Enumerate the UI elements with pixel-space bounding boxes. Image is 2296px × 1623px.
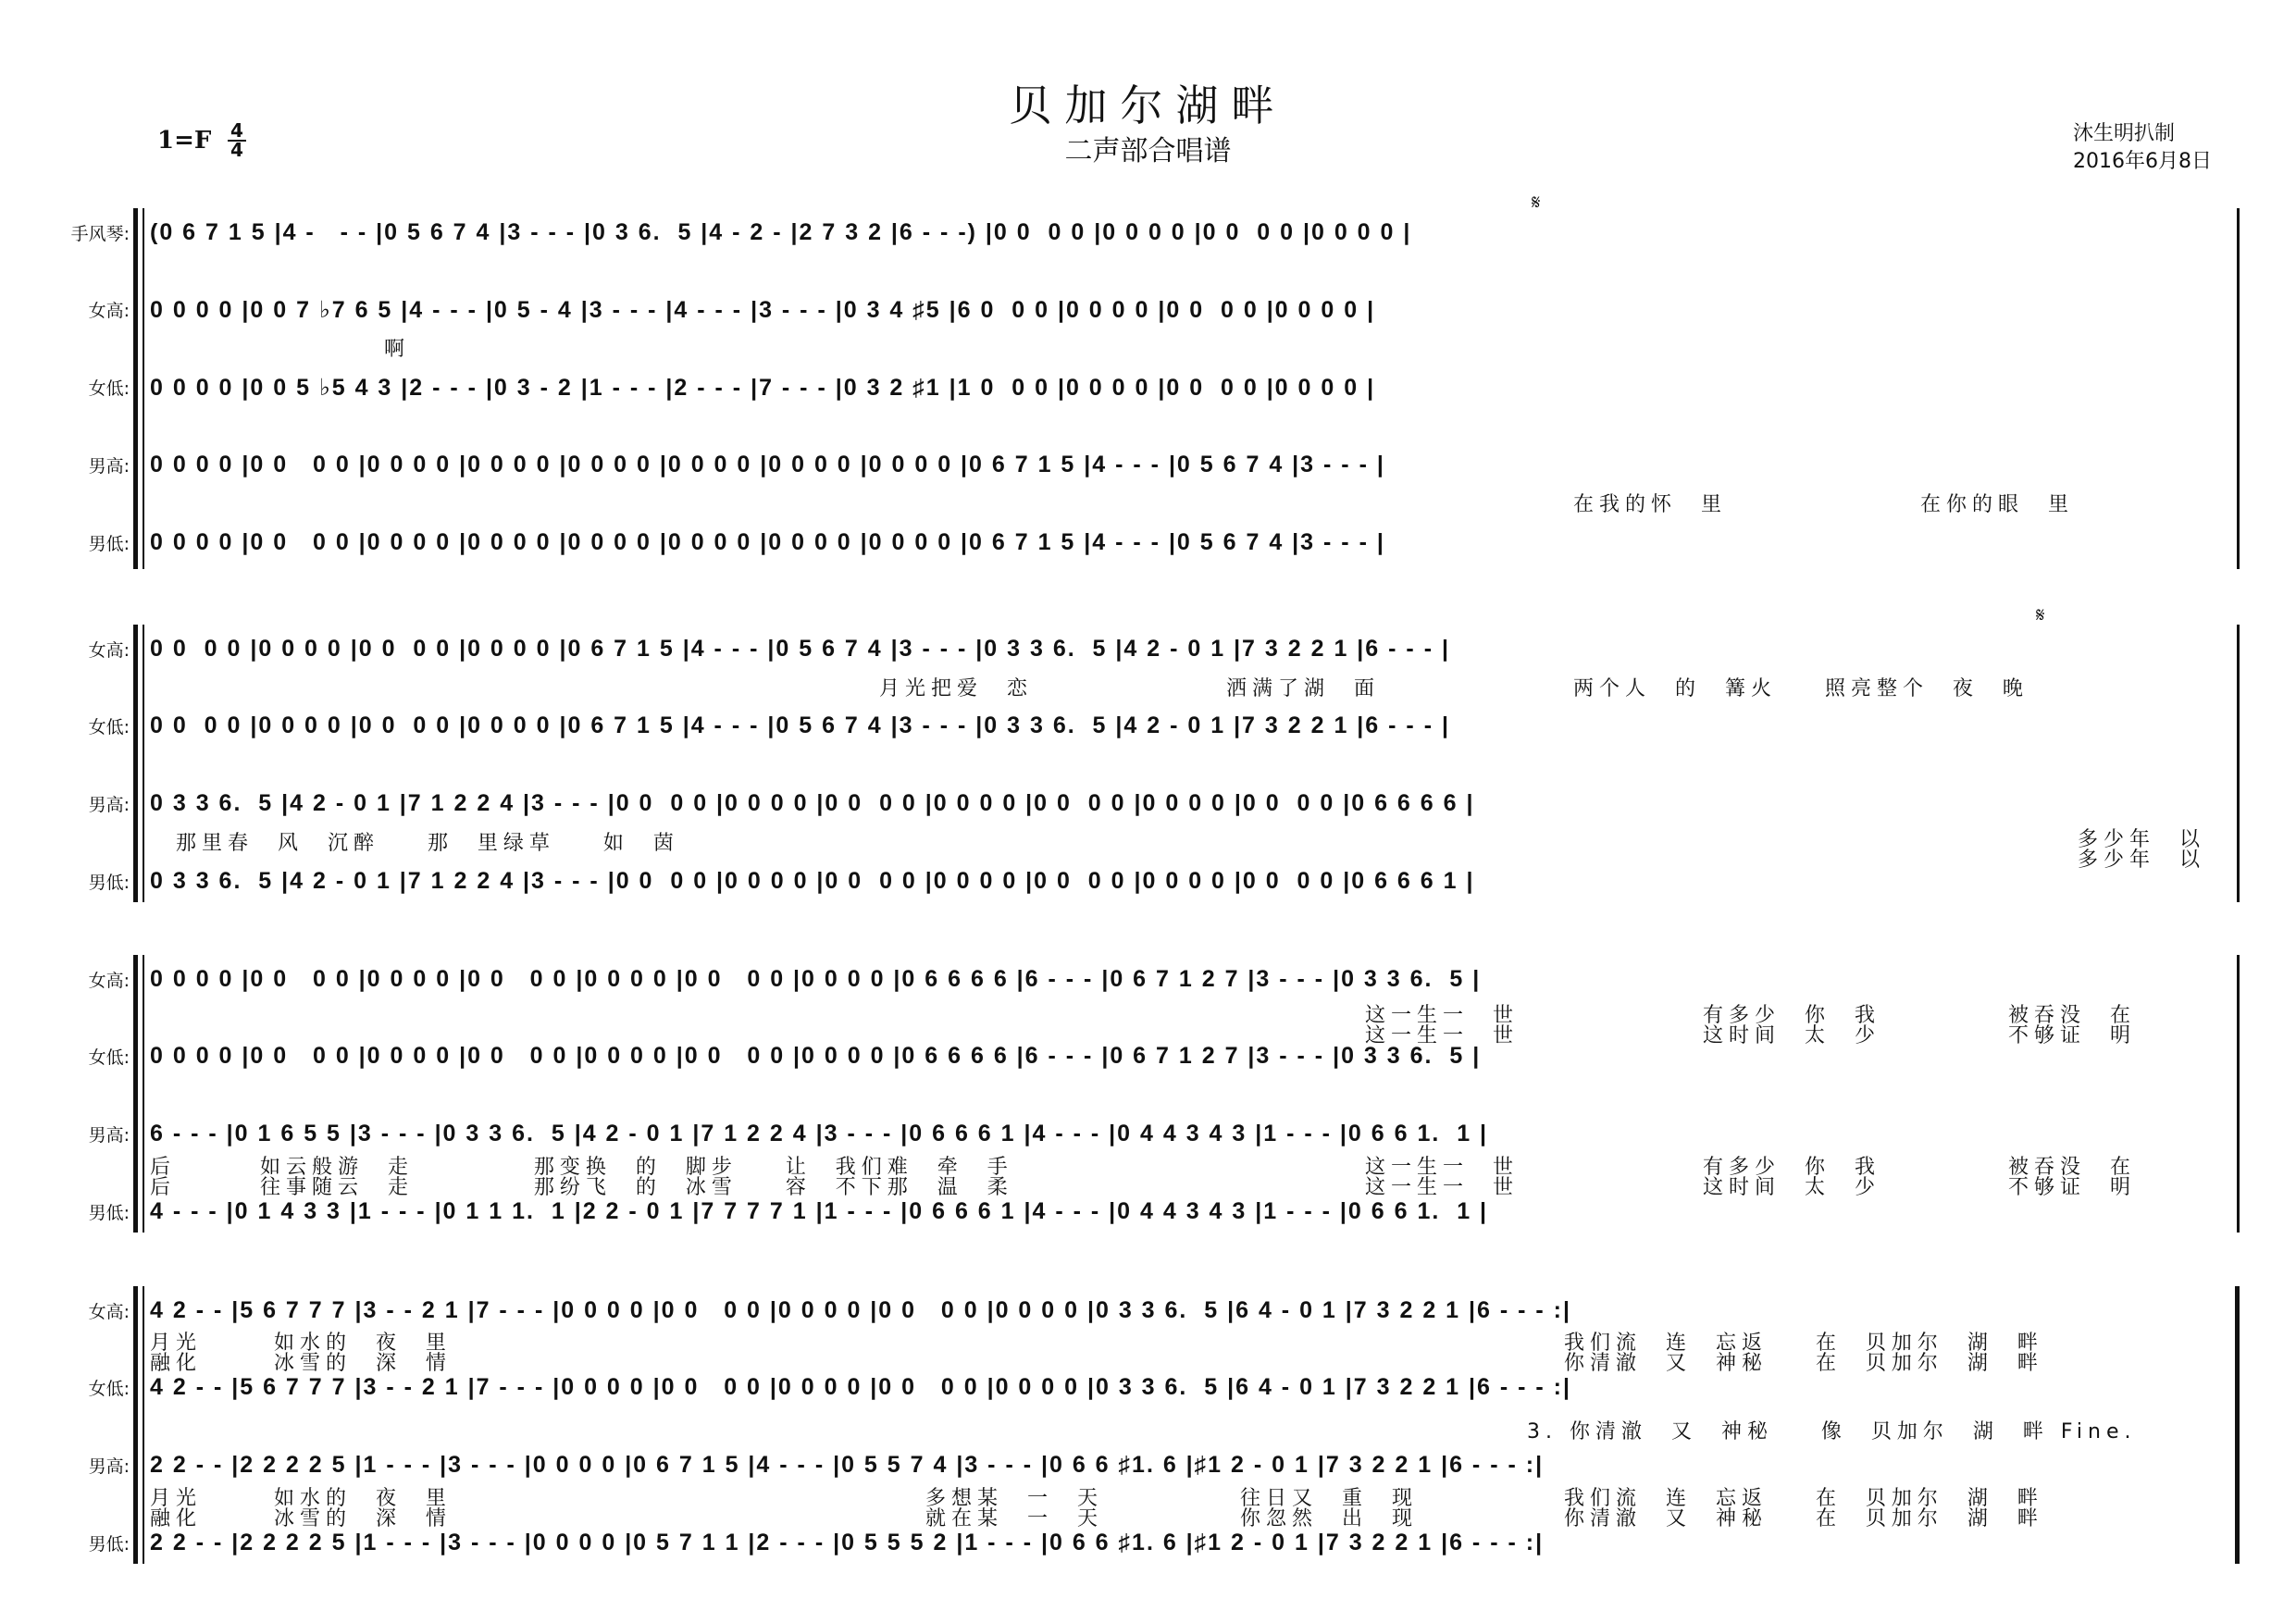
page-title: 贝加尔湖畔 [1009, 81, 1287, 130]
system-bracket-inner [143, 955, 146, 1233]
lyric-line: 月光 如水的 夜 里 [150, 1487, 452, 1510]
lyric-line: 你忽然 出 现 [1240, 1507, 1418, 1530]
lyric-line: 那里春 风 沉醉 那 里绿草 如 茵 [176, 832, 679, 855]
notation-row: 4 - - - |0 1 4 3 3 |1 - - - |0 1 1 1. 1 |2 2 - 0 1 |7 7 7 7 1 |1 - - - |0 6 6 6 1 |4 - - - |0 4 4 3 4 3 |1 - - - |0 6 6 1. 1 | [150, 1198, 1489, 1224]
lyric-line: 我们流 连 忘返 在 贝加尔 湖 畔 [1564, 1487, 2043, 1510]
part-label: 男低: [88, 1203, 130, 1223]
lyric-line: 融化 冰雪的 深 情 [150, 1507, 452, 1530]
part-label: 手风琴: [70, 224, 130, 244]
score-system-1 [70, 192, 2240, 569]
system-end-barline [2237, 208, 2240, 569]
lyric-line: 这一生一 世 [1365, 1024, 1519, 1047]
notation-row: 0 0 0 0 |0 0 5 ♭5 4 3 |2 - - - |0 3 - 2 |1 - - - |2 - - - |7 - - - |0 3 2 ♯1 |1 0 0 0 |0 0 0 0 |0 0 0 0 |0 0 0 0 | [150, 375, 1376, 401]
lyric-line: 你清澈 又 神秘 在 贝加尔 湖 畔 [1564, 1352, 2043, 1375]
lyric-line: 就在某 一 天 [925, 1507, 1103, 1530]
lyric-line: 月光把爱 恋 [879, 677, 1033, 700]
notation-row: 6 - - - |0 1 6 5 5 |3 - - - |0 3 3 6. 5 |4 2 - 0 1 |7 1 2 2 4 |3 - - - |0 6 6 6 1 |4 - - - |0 4 4 3 4 3 |1 - - - |0 6 6 1. 1 | [150, 1121, 1489, 1146]
notation-row: 0 0 0 0 |0 0 0 0 |0 0 0 0 |0 0 0 0 |0 0 0 0 |0 0 0 0 |0 0 0 0 |0 0 0 0 |0 6 7 1 5 |4 - - - |0 5 6 7 4 |3 - - - | [150, 529, 1385, 555]
score-system-2 [88, 604, 2240, 902]
notation-row: 4 2 - - |5 6 7 7 7 |3 - - 2 1 |7 - - - |0 0 0 0 |0 0 0 0 |0 0 0 0 |0 0 0 0 |0 0 0 0 |0 3 3 6. 5 |6 4 - 0 1 |7 3 2 2 1 |6 - - - :| [150, 1374, 1571, 1400]
part-label: 女高: [88, 1302, 130, 1322]
part-label: 男高: [88, 456, 130, 477]
part-label: 女高: [88, 640, 130, 661]
part-label: 男低: [88, 534, 130, 554]
notation-row: 0 0 0 0 |0 0 0 0 |0 0 0 0 |0 0 0 0 |0 0 0 0 |0 0 0 0 |0 0 0 0 |0 0 0 0 |0 6 7 1 5 |4 - - - |0 5 6 7 4 |3 - - - | [150, 452, 1385, 477]
time-signature-bottom: 4 [230, 139, 243, 161]
key-signature: 1=F [157, 127, 212, 155]
page-subtitle: 二声部合唱谱 [1064, 135, 1232, 167]
lyric-line: 这时间 太 少 [1703, 1176, 1880, 1199]
system-bracket-inner [143, 625, 146, 902]
segno-icon: 𝄋 [2036, 604, 2045, 627]
notation-row: (0 6 7 1 5 |4 - - - |0 5 6 7 4 |3 - - - |0 3 6. 5 |4 - 2 - |2 7 3 2 |6 - - -) |0 0 0 0 |0 0 0 0 |0 0 0 0 |0 0 0 0 | [150, 219, 1412, 245]
system-end-barline [2235, 1286, 2240, 1564]
lyric-line: 后 如云般游 走 那变换 的 脚步 让 我们难 牵 手 [150, 1156, 1013, 1179]
segno-icon: 𝄋 [1532, 192, 1541, 215]
lyric-line: 多少年 以 [2078, 849, 2205, 872]
notation-row: 0 3 3 6. 5 |4 2 - 0 1 |7 1 2 2 4 |3 - - - |0 0 0 0 |0 0 0 0 |0 0 0 0 |0 0 0 0 |0 0 0 0 |0 0 0 0 |0 0 0 0 |0 6 6 6 1 | [150, 868, 1475, 894]
part-label: 女低: [88, 1379, 130, 1399]
system-end-barline [2237, 625, 2240, 902]
part-label: 女高: [88, 971, 130, 991]
system-end-barline [2237, 955, 2240, 1233]
notation-row: 4 2 - - |5 6 7 7 7 |3 - - 2 1 |7 - - - |0 0 0 0 |0 0 0 0 |0 0 0 0 |0 0 0 0 |0 0 0 0 |0 3 3 6. 5 |6 4 - 0 1 |7 3 2 2 1 |6 - - - :| [150, 1297, 1571, 1323]
lyric-line: 有多少 你 我 [1703, 1156, 1880, 1179]
system-bracket-inner [143, 208, 146, 569]
lyric-line: 融化 冰雪的 深 情 [150, 1352, 452, 1375]
lyric-line: 这时间 太 少 [1703, 1024, 1880, 1047]
notation-row: 0 0 0 0 |0 0 0 0 |0 0 0 0 |0 0 0 0 |0 6 7 1 5 |4 - - - |0 5 6 7 4 |3 - - - |0 3 3 6. 5 |4 2 - 0 1 |7 3 2 2 1 |6 - - - | [150, 712, 1450, 738]
lyric-line: 这一生一 世 [1365, 1004, 1519, 1027]
time-signature [227, 119, 247, 161]
part-label: 女低: [88, 1047, 130, 1068]
lyric-line: 不够证 明 [2008, 1024, 2136, 1047]
lyric-line: 有多少 你 我 [1703, 1004, 1880, 1027]
lyric-line: 洒满了湖 面 [1226, 677, 1380, 700]
arranger-info [2073, 120, 2212, 176]
lyric-line: 在你的眼 里 [1920, 493, 2074, 516]
lyric-line: 两个人 的 篝火 照亮整个 夜 晚 [1573, 677, 2029, 700]
lyric-line: 多想某 一 天 [925, 1487, 1103, 1510]
notation-row: 0 3 3 6. 5 |4 2 - 0 1 |7 1 2 2 4 |3 - - - |0 0 0 0 |0 0 0 0 |0 0 0 0 |0 0 0 0 |0 0 0 0 |0 0 0 0 |0 0 0 0 |0 6 6 6 6 | [150, 790, 1475, 816]
part-label: 男高: [88, 1456, 130, 1477]
part-label: 女低: [88, 717, 130, 737]
lyric-line: 往日又 重 现 [1240, 1487, 1418, 1510]
lyric-line: 在我的怀 里 [1573, 493, 1727, 516]
time-signature-top: 4 [230, 119, 243, 142]
part-label: 男低: [88, 1534, 130, 1555]
notation-row: 0 0 0 0 |0 0 0 0 |0 0 0 0 |0 0 0 0 |0 0 0 0 |0 0 0 0 |0 0 0 0 |0 6 6 6 6 |6 - - - |0 6 7 1 2 7 |3 - - - |0 3 3 6. 5 | [150, 966, 1482, 992]
lyric-line: 我们流 连 忘返 在 贝加尔 湖 畔 [1564, 1332, 2043, 1355]
notation-row: 2 2 - - |2 2 2 2 5 |1 - - - |3 - - - |0 0 0 0 |0 6 7 1 5 |4 - - - |0 5 5 7 4 |3 - - - |0 6 6 ♯1. 6 |♯1 2 - 0 1 |7 3 2 2 1 |6 - - - :| [150, 1452, 1545, 1478]
arrangement-date: 2016年6月8日 [2073, 150, 2212, 173]
system-bracket-inner [143, 1286, 146, 1564]
lyric-line: 这一生一 世 [1365, 1156, 1519, 1179]
arranger-name: 沐生明扒制 [2073, 122, 2176, 145]
notation-row: 0 0 0 0 |0 0 0 0 |0 0 0 0 |0 0 0 0 |0 0 0 0 |0 0 0 0 |0 0 0 0 |0 6 6 6 6 |6 - - - |0 6 7 1 2 7 |3 - - - |0 3 3 6. 5 | [150, 1043, 1482, 1069]
lyric-line: 后 往事随云 走 那纷飞 的 冰雪 容 不下那 温 柔 [150, 1176, 1013, 1199]
lyric-line: 不够证 明 [2008, 1176, 2136, 1199]
lyric-line: 被吞没 在 [2008, 1004, 2136, 1027]
notation-row: 2 2 - - |2 2 2 2 5 |1 - - - |3 - - - |0 0 0 0 |0 5 7 1 1 |2 - - - |0 5 5 5 2 |1 - - - |0 6 6 ♯1. 6 |♯1 2 - 0 1 |7 3 2 2 1 |6 - - - :| [150, 1530, 1545, 1555]
notation-row: 0 0 0 0 |0 0 7 ♭7 6 5 |4 - - - |0 5 - 4 |3 - - - |4 - - - |3 - - - |0 3 4 ♯5 |6 0 0 0 |0 0 0 0 |0 0 0 0 |0 0 0 0 | [150, 297, 1376, 323]
score-system-4 [88, 1286, 2240, 1564]
score-system-3 [88, 955, 2240, 1233]
part-label: 男低: [88, 873, 130, 893]
part-label: 女高: [88, 301, 130, 321]
lyric-line: 这一生一 世 [1365, 1176, 1519, 1199]
lyric-line: 3. 你清澈 又 神秘 像 贝加尔 湖 畔 Fine. [1527, 1420, 2137, 1443]
part-label: 男高: [88, 795, 130, 815]
lyric-line: 月光 如水的 夜 里 [150, 1332, 452, 1355]
lyric-line: 啊 [384, 338, 411, 361]
lyric-line: 多少年 以 [2078, 828, 2205, 851]
part-label: 女低: [88, 378, 130, 399]
lyric-line: 被吞没 在 [2008, 1156, 2136, 1179]
lyric-line: 你清澈 又 神秘 在 贝加尔 湖 畔 [1564, 1507, 2043, 1530]
notation-row: 0 0 0 0 |0 0 0 0 |0 0 0 0 |0 0 0 0 |0 6 7 1 5 |4 - - - |0 5 6 7 4 |3 - - - |0 3 3 6. 5 |4 2 - 0 1 |7 3 2 2 1 |6 - - - | [150, 636, 1450, 662]
part-label: 男高: [88, 1125, 130, 1146]
